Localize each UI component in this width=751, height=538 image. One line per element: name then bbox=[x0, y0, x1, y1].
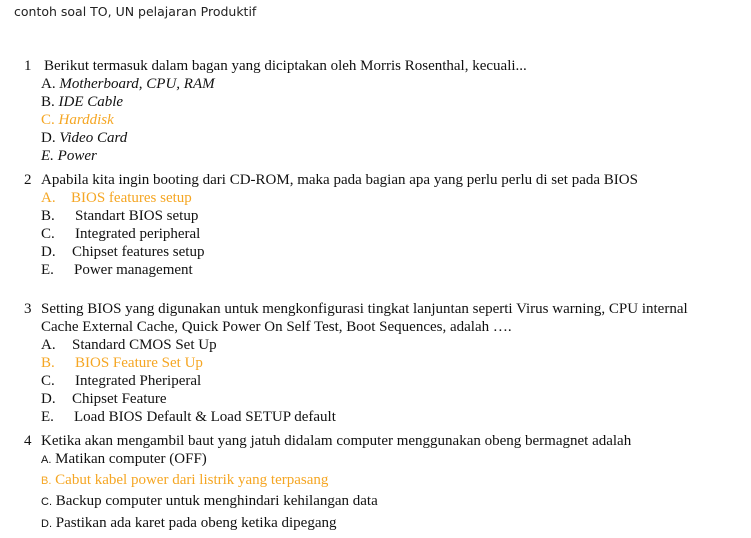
option-c bbox=[41, 372, 201, 390]
question-number: 4 bbox=[24, 433, 32, 449]
option-text: BIOS features setup bbox=[71, 190, 192, 206]
option-letter: C. bbox=[41, 496, 52, 508]
option-letter: E. bbox=[41, 262, 54, 278]
option-text: Matikan computer (OFF) bbox=[55, 451, 207, 467]
question-text: Apabila kita ingin booting dari CD-ROM, maka pada bagian apa yang perlu perlu di set pada BIOS bbox=[41, 172, 638, 188]
option-letter: B. bbox=[41, 355, 55, 371]
option-text: Cabut kabel power dari listrik yang terpasang bbox=[55, 472, 329, 488]
option-letter: A. bbox=[41, 454, 52, 466]
option-text: Motherboard, CPU, RAM bbox=[59, 76, 215, 92]
option-c bbox=[41, 492, 378, 511]
option-d bbox=[41, 243, 204, 261]
option-e bbox=[41, 408, 336, 426]
option-text: Backup computer untuk menghindari kehilangan data bbox=[55, 493, 378, 509]
option-text: Video Card bbox=[59, 130, 128, 146]
option-letter: B. bbox=[41, 475, 52, 487]
question-text: Berikut termasuk dalam bagan yang diciptakan oleh Morris Rosenthal, kecuali... bbox=[44, 58, 527, 74]
question-number: 1 bbox=[24, 58, 32, 74]
option-text: IDE Cable bbox=[58, 94, 124, 110]
page-title: contoh soal TO, UN pelajaran Produktif bbox=[14, 4, 257, 19]
option-text: Chipset Feature bbox=[72, 391, 167, 407]
option-text: Pastikan ada karet pada obeng ketika dipegang bbox=[55, 515, 337, 531]
option-letter: D. bbox=[41, 518, 52, 530]
option-text: Integrated Pheriperal bbox=[75, 373, 202, 389]
option-b bbox=[41, 207, 198, 225]
option-letter: D. bbox=[41, 391, 56, 407]
option-a bbox=[41, 75, 215, 93]
question-text: Ketika akan mengambil baut yang jatuh didalam computer menggunakan obeng bermagnet adalah bbox=[41, 433, 632, 449]
option-letter: A. bbox=[41, 337, 56, 353]
option-text: Harddisk bbox=[58, 112, 114, 128]
option-d bbox=[41, 390, 167, 408]
option-text: Power bbox=[57, 148, 97, 164]
option-letter: D. bbox=[41, 130, 56, 146]
option-e bbox=[41, 147, 97, 165]
question-number: 2 bbox=[24, 172, 32, 188]
option-letter: C. bbox=[41, 226, 55, 242]
option-c bbox=[41, 225, 200, 243]
option-text: Standard CMOS Set Up bbox=[72, 337, 217, 353]
option-letter: E. bbox=[41, 148, 54, 164]
option-letter: A. bbox=[41, 190, 56, 206]
question-text-line-1: Setting BIOS yang digunakan untuk mengkonfigurasi tingkat lanjuntan seperti Virus warning, CPU internal bbox=[41, 301, 688, 317]
option-d bbox=[41, 129, 127, 147]
option-d bbox=[41, 514, 336, 533]
option-letter: B. bbox=[41, 94, 55, 110]
option-text: Chipset features setup bbox=[72, 244, 205, 260]
option-a bbox=[41, 336, 217, 354]
option-b bbox=[41, 93, 123, 111]
option-letter: C. bbox=[41, 112, 55, 128]
option-text: Integrated peripheral bbox=[75, 226, 201, 242]
option-letter: A. bbox=[41, 76, 56, 92]
option-b-correct bbox=[41, 354, 203, 372]
option-e bbox=[41, 261, 193, 279]
option-letter: D. bbox=[41, 244, 56, 260]
question-number: 3 bbox=[24, 301, 32, 317]
option-text: Standart BIOS setup bbox=[75, 208, 199, 224]
option-letter: C. bbox=[41, 373, 55, 389]
option-text: BIOS Feature Set Up bbox=[75, 355, 203, 371]
option-b-correct bbox=[41, 471, 328, 490]
option-c-correct bbox=[41, 111, 114, 129]
option-letter: E. bbox=[41, 409, 54, 425]
option-a-correct bbox=[41, 189, 192, 207]
option-text: Power management bbox=[74, 262, 193, 278]
option-letter: B. bbox=[41, 208, 55, 224]
option-a bbox=[41, 450, 207, 469]
question-text-line-2: Cache External Cache, Quick Power On Self Test, Boot Sequences, adalah …. bbox=[41, 319, 512, 335]
option-text: Load BIOS Default & Load SETUP default bbox=[74, 409, 336, 425]
